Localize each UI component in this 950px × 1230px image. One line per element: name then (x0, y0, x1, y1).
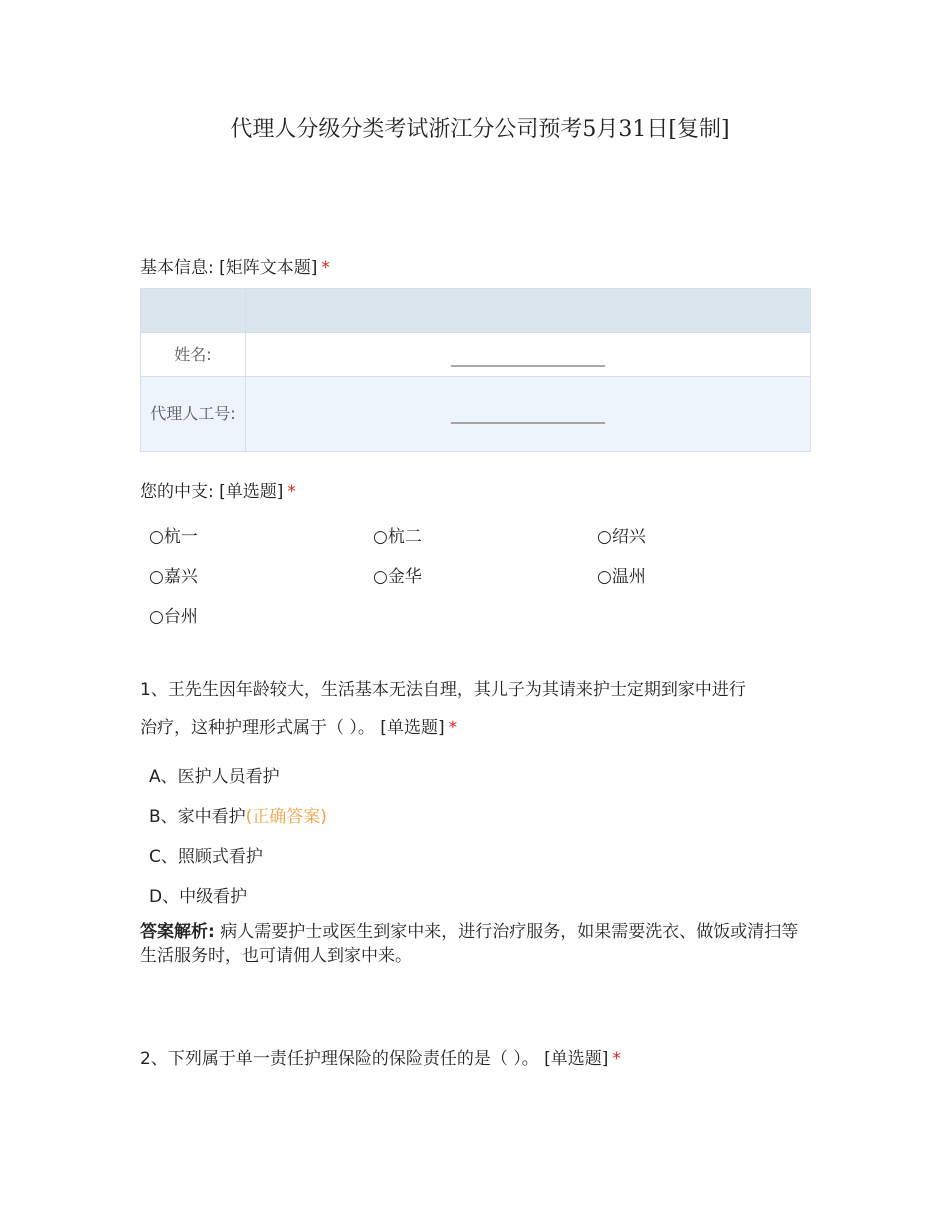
page-title: 代理人分级分类考试浙江分公司预考5月31日[复制] (230, 117, 730, 142)
agent-id-label: 代理人工号: (141, 377, 246, 452)
branch-option-jinhua[interactable]: ○金华 (373, 567, 422, 587)
matrix-row-name (141, 333, 811, 377)
branch-text: 您的中支: [单选题] (140, 482, 284, 502)
name-underline: ______________________ (451, 350, 605, 367)
branch-option-jiaxing[interactable]: ○嘉兴 (149, 567, 198, 587)
matrix-header-cell (246, 289, 811, 333)
q1-option-b-text: B、家中看护 (149, 807, 246, 827)
q1-stem-line1: 1、王先生因年龄较大，生活基本无法自理，其儿子为其请来护士定期到家中进行 (140, 680, 746, 700)
correct-answer-tag: (正确答案) (245, 807, 327, 827)
q2-stem-text: 2、下列属于单一责任护理保险的保险责任的是（ ）。 [单选题] (140, 1049, 609, 1069)
required-mark: * (321, 258, 330, 278)
q1-option-c[interactable]: C、照顾式看护 (149, 847, 263, 867)
analysis-text: 病人需要护士或医生到家中来，进行治疗服务，如果需要洗衣、做饭或清扫等生活服务时，也可请佣人到家中来。 (140, 922, 799, 966)
matrix-header-cell (141, 289, 246, 333)
branch-option-wenzhou[interactable]: ○温州 (597, 567, 646, 587)
required-mark: * (448, 718, 458, 738)
analysis-label: 答案解析: (140, 922, 215, 942)
name-field[interactable] (246, 333, 811, 377)
required-mark: * (612, 1049, 621, 1069)
branch-label (140, 477, 296, 502)
required-mark: * (287, 482, 296, 502)
agent-id-field[interactable] (246, 377, 811, 452)
branch-option-hanger[interactable]: ○杭二 (373, 527, 422, 547)
q1-option-d[interactable]: D、中级看护 (149, 887, 248, 907)
basic-info-text: 基本信息: [矩阵文本题] (140, 258, 318, 278)
matrix-row-agent-id (141, 377, 811, 452)
q2-stem (140, 1040, 812, 1078)
basic-info-label (140, 253, 330, 278)
name-label: 姓名: (141, 333, 246, 377)
branch-option-hangyi[interactable]: ○杭一 (149, 527, 198, 547)
q1-stem (140, 671, 812, 747)
matrix-header-row (141, 289, 811, 333)
branch-option-taizhou[interactable]: ○台州 (149, 607, 198, 627)
q1-stem-line2-text: 治疗，这种护理形式属于（ ）。 [单选题] (140, 718, 445, 738)
basic-info-matrix (140, 288, 811, 452)
agent-id-underline: ______________________ (451, 408, 605, 424)
q1-option-a[interactable]: A、医护人员看护 (149, 767, 280, 787)
branch-option-shaoxing[interactable]: ○绍兴 (597, 527, 646, 547)
q1-analysis (140, 920, 812, 968)
q1-option-b[interactable] (149, 802, 327, 827)
q1-stem-line2 (140, 709, 812, 747)
